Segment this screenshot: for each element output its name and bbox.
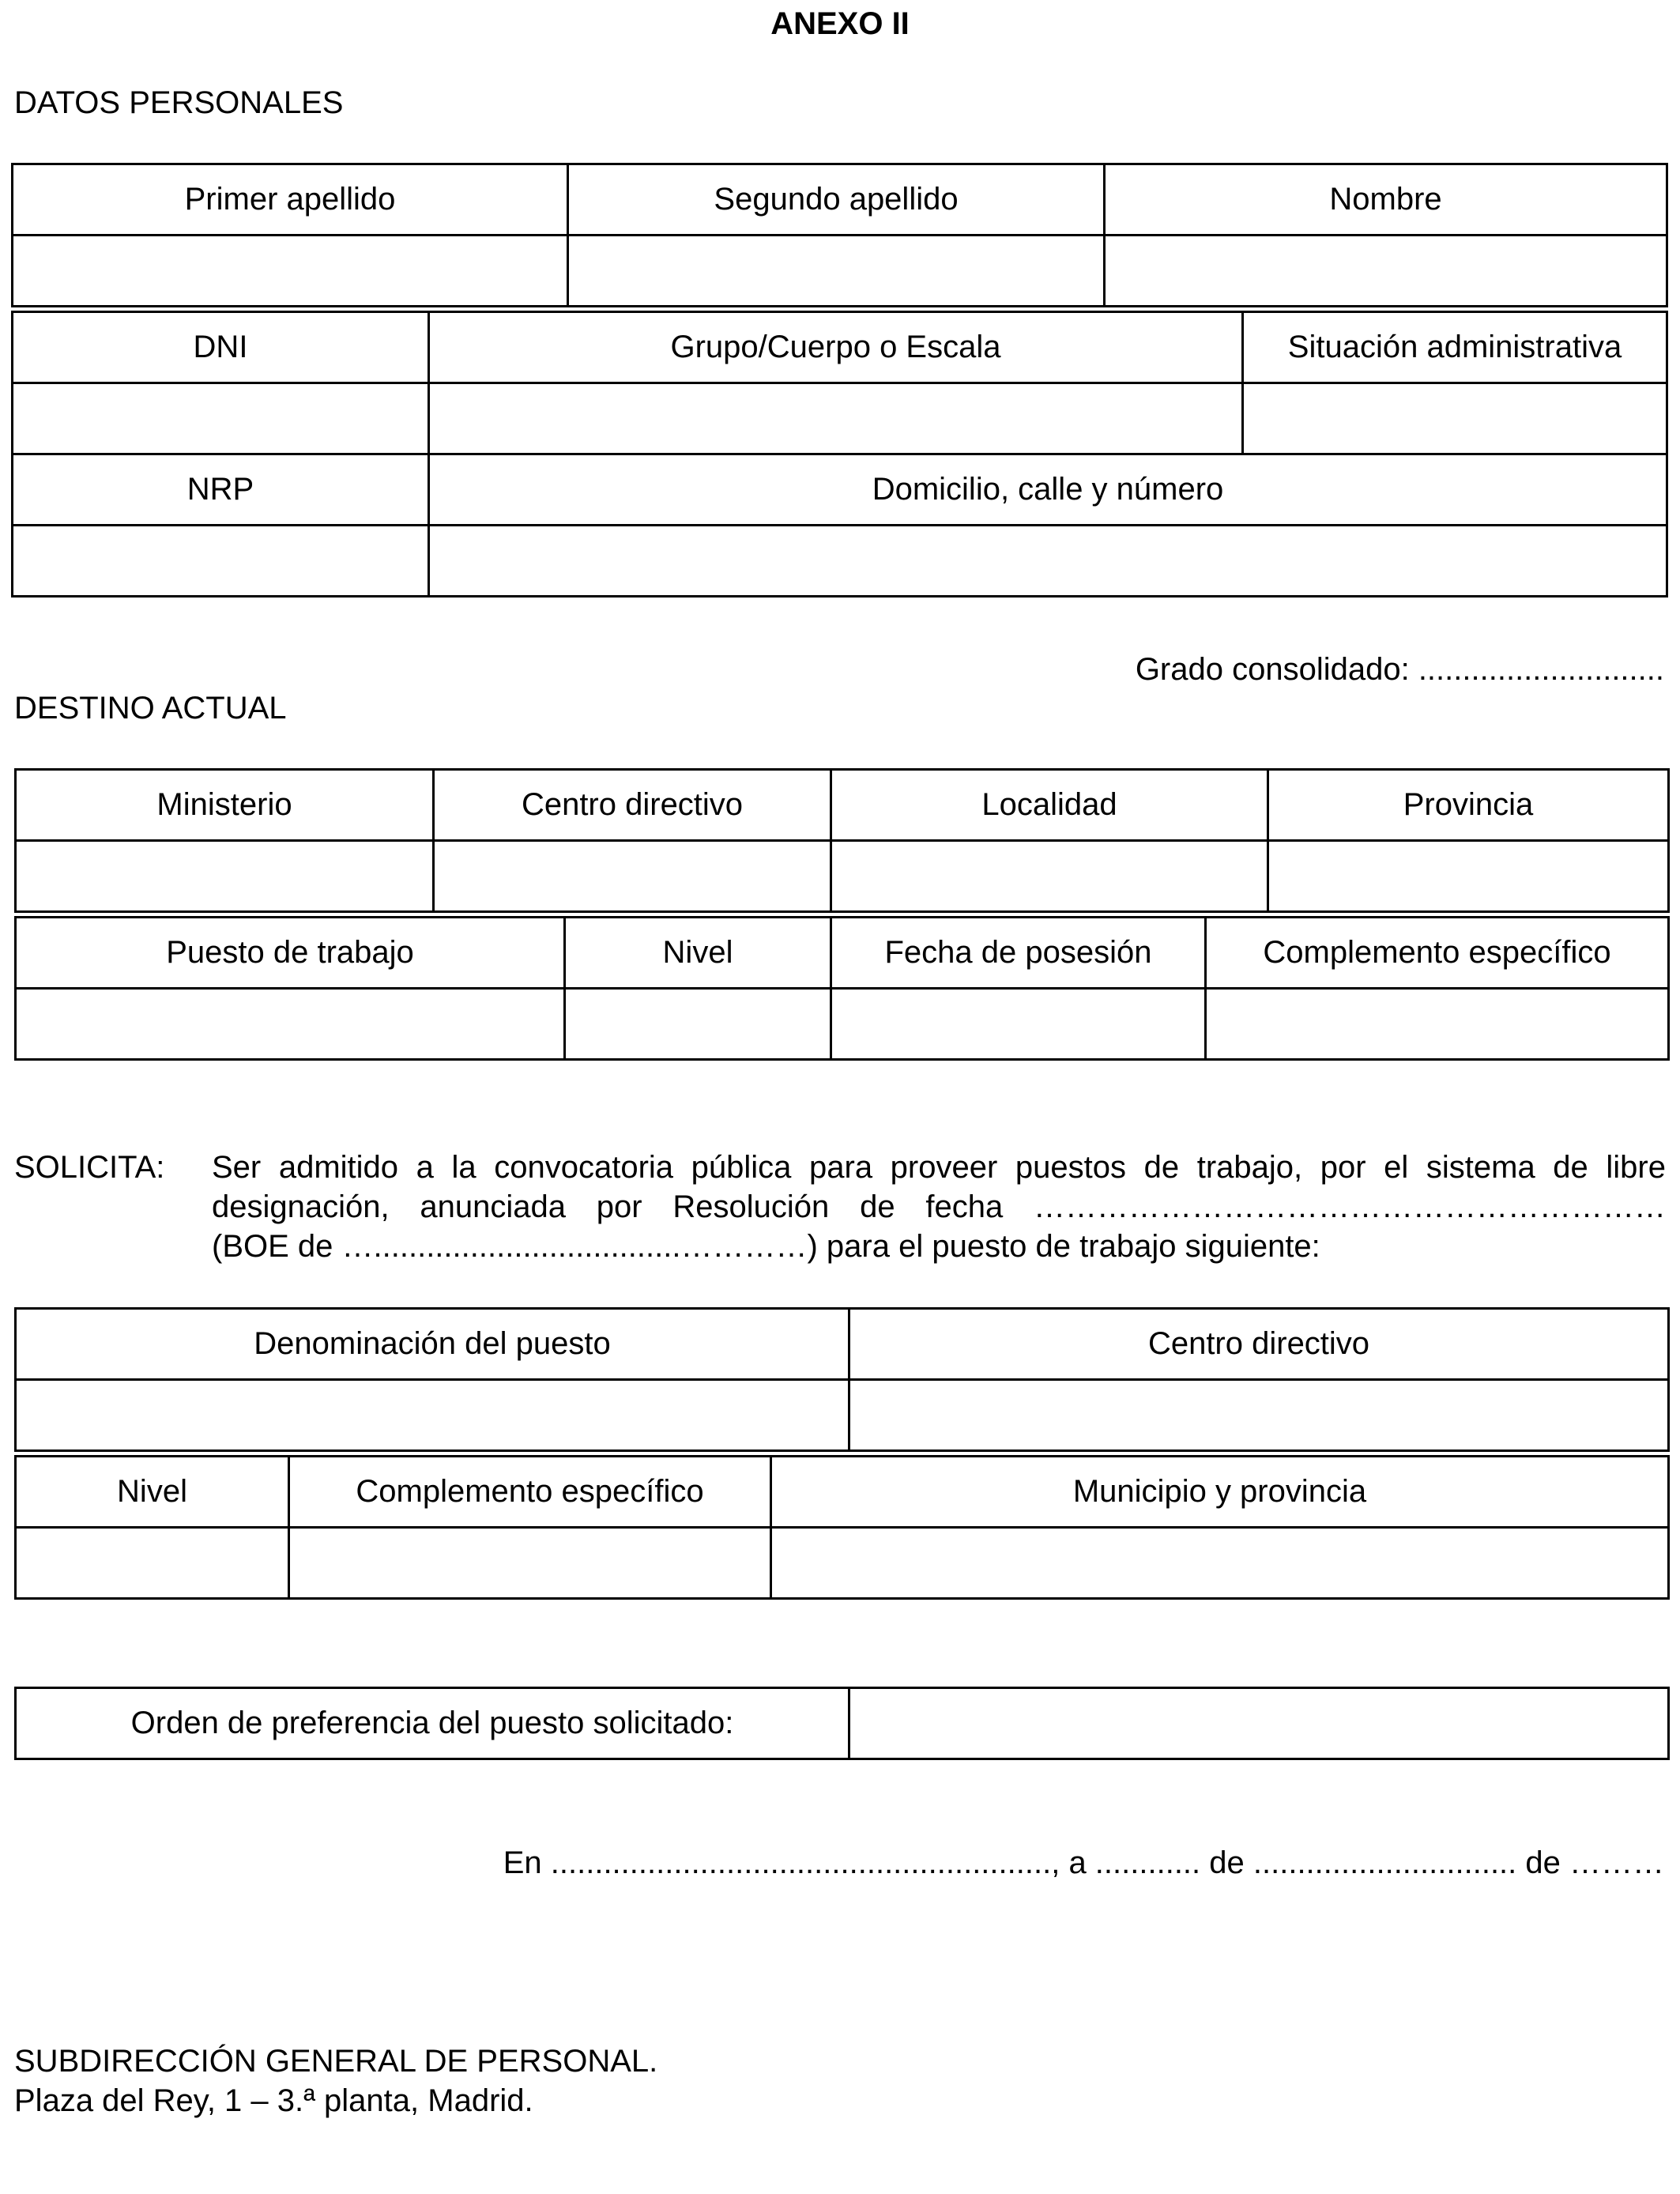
solicita-line-3: (BOE de …...................................…………) para el puesto de trabajo siguiente: xyxy=(212,1229,1320,1264)
header-denominacion-puesto: Denominación del puesto xyxy=(16,1309,849,1380)
fecha-posesion-field[interactable] xyxy=(831,989,1206,1060)
dni-field[interactable] xyxy=(13,383,429,454)
header-nrp: NRP xyxy=(13,454,429,526)
complemento-especifico-solicitado-field[interactable] xyxy=(289,1528,771,1599)
header-puesto-de-trabajo: Puesto de trabajo xyxy=(16,918,565,989)
header-segundo-apellido: Segundo apellido xyxy=(568,164,1105,236)
destino-actual-table-2 xyxy=(14,916,1670,1061)
centro-directivo-solicitado-field[interactable] xyxy=(849,1380,1669,1451)
destino-actual-heading: DESTINO ACTUAL xyxy=(14,691,287,726)
direccion-line-1: SUBDIRECCIÓN GENERAL DE PERSONAL. xyxy=(14,2044,658,2079)
solicita-line-1: Ser admitido a la convocatoria pública para proveer puestos de trabajo, por el sistema de libre xyxy=(212,1150,1666,1185)
nombre-field[interactable] xyxy=(1105,236,1667,307)
header-grupo-cuerpo: Grupo/Cuerpo o Escala xyxy=(429,312,1243,383)
header-nivel: Nivel xyxy=(565,918,831,989)
header-primer-apellido: Primer apellido xyxy=(13,164,568,236)
domicilio-field[interactable] xyxy=(429,526,1667,597)
puesto-de-trabajo-field[interactable] xyxy=(16,989,565,1060)
header-nombre: Nombre xyxy=(1105,164,1667,236)
nivel-solicitado-field[interactable] xyxy=(16,1528,289,1599)
header-provincia: Provincia xyxy=(1268,770,1669,841)
ministerio-field[interactable] xyxy=(16,841,434,912)
page-title: ANEXO II xyxy=(770,6,910,41)
header-domicilio: Domicilio, calle y número xyxy=(429,454,1667,526)
header-nivel-solicitado: Nivel xyxy=(16,1457,289,1528)
orden-preferencia-field[interactable] xyxy=(849,1688,1669,1759)
puesto-solicitado-table-2 xyxy=(14,1455,1670,1600)
header-complemento-especifico: Complemento específico xyxy=(1206,918,1669,989)
fecha-lugar: En ........................................................., a ............ de .............................. de ……… xyxy=(503,1845,1664,1880)
direccion-line-2: Plaza del Rey, 1 – 3.ª planta, Madrid. xyxy=(14,2083,533,2118)
solicita-line-2: designación, anunciada por Resolución de fecha …………………………………………………… xyxy=(212,1189,1666,1224)
header-municipio-provincia: Municipio y provincia xyxy=(771,1457,1669,1528)
header-complemento-especifico-solicitado: Complemento específico xyxy=(289,1457,771,1528)
destino-actual-table xyxy=(14,768,1670,913)
orden-preferencia-label: Orden de preferencia del puesto solicitado: xyxy=(16,1688,849,1759)
primer-apellido-field[interactable] xyxy=(13,236,568,307)
segundo-apellido-field[interactable] xyxy=(568,236,1105,307)
header-centro-directivo: Centro directivo xyxy=(434,770,831,841)
header-localidad: Localidad xyxy=(831,770,1268,841)
localidad-field[interactable] xyxy=(831,841,1268,912)
grado-consolidado: Grado consolidado: ............................ xyxy=(1135,652,1664,687)
puesto-solicitado-table xyxy=(14,1307,1670,1452)
nrp-field[interactable] xyxy=(13,526,429,597)
situacion-administrativa-field[interactable] xyxy=(1243,383,1667,454)
denominacion-puesto-field[interactable] xyxy=(16,1380,849,1451)
header-dni: DNI xyxy=(13,312,429,383)
complemento-especifico-field[interactable] xyxy=(1206,989,1669,1060)
provincia-field[interactable] xyxy=(1268,841,1669,912)
solicita-label: SOLICITA: xyxy=(14,1150,165,1185)
centro-directivo-field[interactable] xyxy=(434,841,831,912)
header-situacion-administrativa: Situación administrativa xyxy=(1243,312,1667,383)
orden-preferencia-table xyxy=(14,1687,1670,1760)
datos-personales-table-2 xyxy=(11,311,1668,598)
nivel-field[interactable] xyxy=(565,989,831,1060)
municipio-provincia-field[interactable] xyxy=(771,1528,1669,1599)
header-ministerio: Ministerio xyxy=(16,770,434,841)
header-fecha-posesion: Fecha de posesión xyxy=(831,918,1206,989)
datos-personales-table xyxy=(11,163,1668,307)
datos-personales-heading: DATOS PERSONALES xyxy=(14,85,344,120)
header-centro-directivo-solicitado: Centro directivo xyxy=(849,1309,1669,1380)
grupo-cuerpo-field[interactable] xyxy=(429,383,1243,454)
